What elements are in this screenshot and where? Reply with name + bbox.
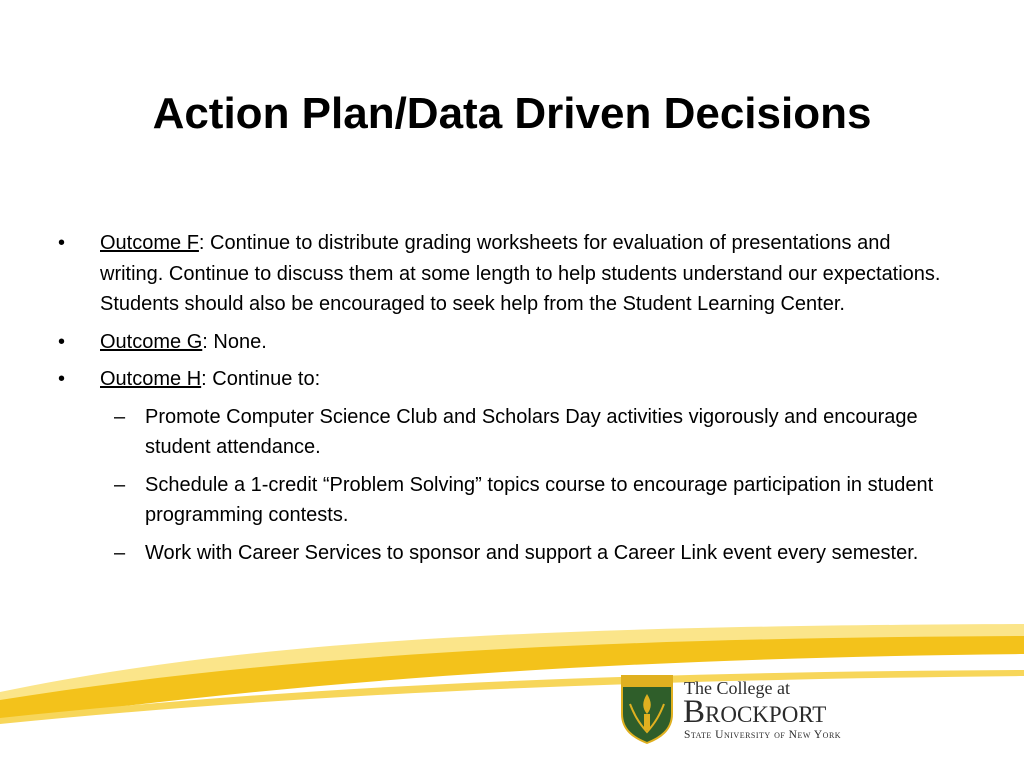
logo-line-2: Brockport — [683, 694, 827, 730]
logo-line-1: The College at — [684, 678, 790, 698]
outcome-g-label: Outcome G — [100, 330, 203, 353]
bullet-outcome-f — [56, 228, 956, 320]
bullet-outcome-g — [56, 327, 956, 358]
outcome-h-text: : Continue to: — [201, 368, 321, 390]
subitem-problem-solving — [56, 470, 956, 531]
slide-content — [56, 228, 956, 575]
bullet-list — [56, 228, 956, 568]
slide-title: Action Plan/Data Driven Decisions — [152, 89, 872, 138]
bullet-marker: • — [58, 368, 66, 390]
outcome-f-text: : Continue to distribute grading worksheets for evaluation of presentations and writing. Continue to discuss them at some length to help students understand our expectations. Students should also be encouraged to seek help from the Student Learning Center. — [100, 232, 941, 315]
bullet-outcome-h — [56, 364, 956, 395]
subitem-text: Schedule a 1-credit “Problem Solving” topics course to encourage participation in student programming contests. — [145, 473, 934, 526]
dash-marker: – — [114, 405, 126, 428]
brockport-logo — [620, 674, 880, 746]
subitem-promote-club — [56, 402, 956, 463]
outcome-h-label: Outcome H — [100, 368, 202, 390]
subitem-text: Work with Career Services to sponsor and support a Career Link event every semester. — [145, 541, 919, 564]
bullet-marker: • — [58, 330, 66, 353]
dash-marker: – — [114, 541, 126, 564]
brockport-seal-icon — [620, 674, 674, 744]
dash-marker: – — [114, 473, 126, 496]
subitem-career-link — [56, 538, 956, 569]
outcome-g-text: : None. — [202, 330, 267, 353]
logo-line-3: State University of New York — [684, 729, 842, 741]
outcome-f-label: Outcome F — [100, 232, 199, 254]
subitem-text: Promote Computer Science Club and Scholars Day activities vigorously and encourage student attendance. — [145, 405, 918, 458]
bullet-marker: • — [58, 232, 66, 254]
